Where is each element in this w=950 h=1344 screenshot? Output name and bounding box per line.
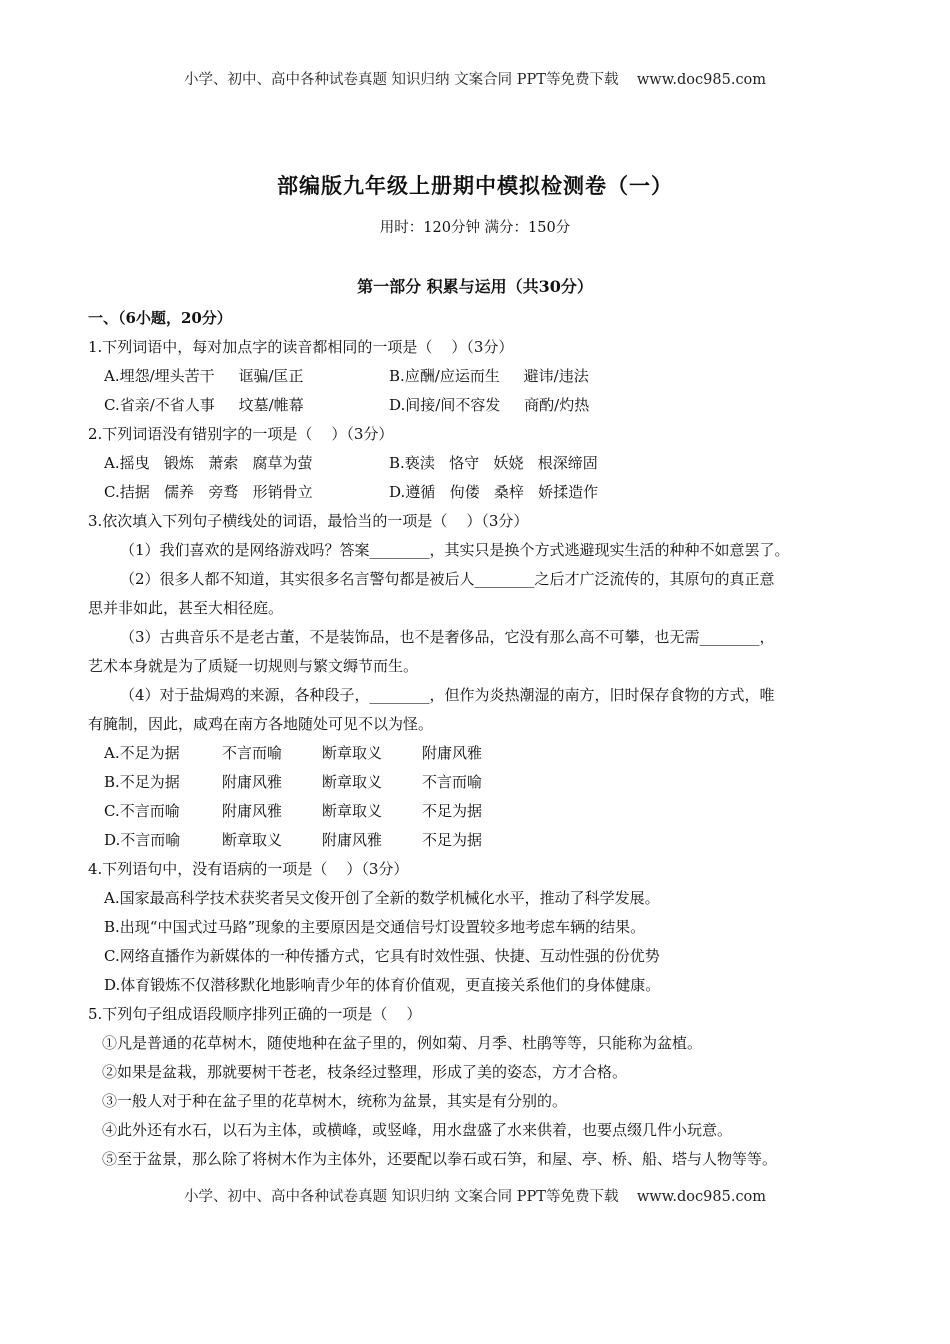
q5-sentence-3: ③一般人对于种在盆子里的花草树木，统称为盆景，其实是有分别的。 [102, 1092, 568, 1110]
q3-option-b-3: 断章取义 [322, 773, 383, 791]
q3-option-c-4: 不足为据 [422, 802, 483, 820]
q4-stem: 4.下列语句中，没有语病的一项是（ ）（3分） [88, 860, 409, 878]
q5-sentence-1: ①凡是普通的花草树木，随使地种在盆子里的，例如菊、月季、杜鹃等等，只能称为盆植。 [102, 1034, 703, 1052]
q3-option-c-2: 附庸风雅 [222, 802, 283, 820]
q2-options [88, 449, 868, 507]
part-title: 第一部分 积累与运用（共30分） [357, 277, 593, 296]
q3-option-a-3: 断章取义 [322, 744, 383, 762]
q1-option-d: D.间接/间不容发 商酌/灼热 [389, 396, 590, 414]
page-header: 小学、初中、高中各种试卷真题 知识归纳 文案合同 PPT等免费下载 www.doc985.com [183, 72, 767, 88]
page-footer: 小学、初中、高中各种试卷真题 知识归纳 文案合同 PPT等免费下载 www.doc985.com [183, 1189, 767, 1205]
q4-option-b: B.出现“中国式过马路”现象的主要原因是交通信号灯设置较多地考虑车辆的结果。 [104, 918, 646, 936]
q3-options [88, 739, 868, 855]
q3-sentence-3: （3）古典音乐不是老古董，不是装饰品，也不是奢侈品，它没有那么高不可攀，也无需________， [120, 628, 775, 646]
q3-option-b-2: 附庸风雅 [222, 773, 283, 791]
q1-option-c: C.省亲/不省人事 坟墓/帷幕 [104, 396, 304, 414]
q3-option-d-4: 不足为据 [422, 831, 483, 849]
q3-option-b-1: B.不足为据 [104, 773, 180, 791]
q2-option-d: D.遵循 佝偻 桑梓 娇揉造作 [389, 483, 599, 501]
q3-option-a-1: A.不足为据 [104, 744, 180, 762]
q1-options [88, 362, 868, 420]
q3-sentence-1: （1）我们喜欢的是网络游戏吗？答案________，其实只是换个方式逃避现实生活的种种不如意罢了。 [120, 541, 790, 559]
q3-option-c-3: 断章取义 [322, 802, 383, 820]
q1-option-a: A.埋怨/埋头苦干 诓骗/匡正 [104, 367, 304, 385]
q3-stem: 3.依次填入下列句子横线处的词语，最恰当的一项是（ ）（3分） [88, 512, 529, 530]
q3-sentence-3-cont: 艺术本身就是为了质疑一切规则与繁文缛节而生。 [88, 657, 419, 675]
q2-option-a: A.摇曳 锻炼 萧索 腐草为萤 [104, 454, 313, 472]
q1-stem: 1.下列词语中，每对加点字的读音都相同的一项是（ ）（3分） [88, 338, 514, 356]
exam-subtitle: 用时：120分钟 满分：150分 [379, 220, 571, 236]
q3-sentence-4-cont: 有腌制，因此，咸鸡在南方各地随处可见不以为怪。 [88, 715, 434, 733]
q5-sentence-4: ④此外还有水石，以石为主体，或横峰，或竖峰，用水盘盛了水来供着，也要点缀几件小玩意。 [102, 1121, 733, 1139]
q3-option-b-4: 不言而喻 [422, 773, 483, 791]
exam-content [88, 304, 868, 1174]
exam-title: 部编版九年级上册期中模拟检测卷（一） [277, 173, 673, 198]
q3-option-d-2: 断章取义 [222, 831, 283, 849]
q3-sentence-2-cont: 思并非如此，甚至大相径庭。 [88, 599, 284, 617]
q3-option-d-1: D.不言而喻 [104, 831, 181, 849]
q3-sentence-2: （2）很多人都不知道，其实很多名言警句都是被后人________之后才广泛流传的，其原句的真正意 [120, 570, 775, 588]
q3-option-c-1: C.不言而喻 [104, 802, 180, 820]
q2-option-b: B.亵渎 恪守 妖娆 根深缔固 [389, 454, 598, 472]
q4-option-d: D.体育锻炼不仅潜移默化地影响青少年的体育价值观，更直接关系他们的身体健康。 [104, 976, 661, 994]
q2-stem: 2.下列词语没有错别字的一项是（ ）（3分） [88, 425, 394, 443]
q4-option-a: A.国家最高科学技术获奖者吴文俊开创了全新的数学机械化水平，推动了科学发展。 [104, 889, 660, 907]
q2-option-c: C.拮据 儒养 旁骛 形销骨立 [104, 483, 313, 501]
q3-option-d-3: 附庸风雅 [322, 831, 383, 849]
q5-sentence-2: ②如果是盆栽，那就要树干苍老，枝条经过整理，形成了美的姿态，方才合格。 [102, 1063, 628, 1081]
q3-option-a-2: 不言而喻 [222, 744, 283, 762]
q4-option-c: C.网络直播作为新媒体的一种传播方式，它具有时效性强、快捷、互动性强的份优势 [104, 947, 660, 965]
q1-option-b: B.应酬/应运而生 避讳/违法 [389, 367, 589, 385]
section-title: 一、（6小题，20分） [88, 309, 232, 327]
q3-sentence-4: （4）对于盐焗鸡的来源，各种段子，________，但作为炎热潮湿的南方，旧时保存食物的方式，唯 [120, 686, 775, 704]
q5-stem: 5.下列句子组成语段顺序排列正确的一项是（ ） [88, 1005, 422, 1023]
q3-option-a-4: 附庸风雅 [422, 744, 483, 762]
q5-sentence-5: ⑤至于盆景，那么除了将树木作为主体外，还要配以拳石或石笋，和屋、亭、桥、船、塔与人物等等。 [102, 1150, 778, 1168]
